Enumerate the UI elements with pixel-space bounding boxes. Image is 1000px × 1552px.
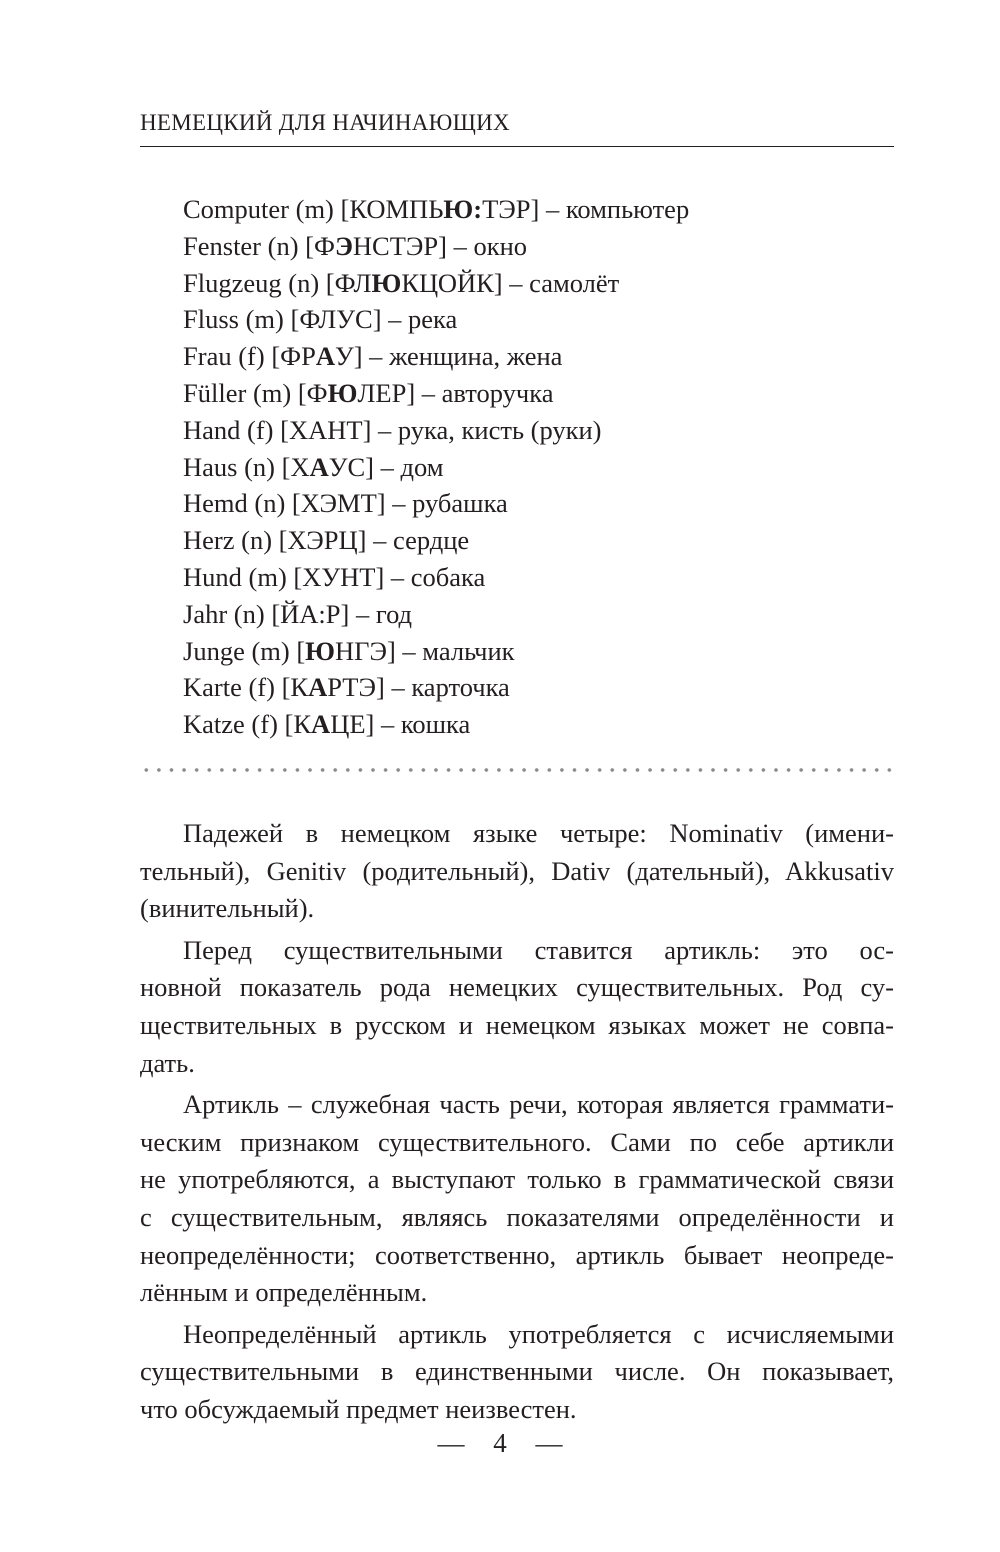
body-text: [140, 815, 894, 1433]
german-word: Hund: [183, 561, 242, 592]
stressed-syllable: А: [311, 709, 331, 740]
vocabulary-entry: Computer (m) [КОМПЬЮ:ТЭР] – компьютер: [183, 194, 690, 224]
transcription: ЙА:Р: [280, 598, 341, 629]
transcription: РТЭ: [327, 672, 376, 703]
transcription: К: [293, 709, 312, 740]
german-word: Junge: [183, 635, 245, 666]
vocabulary-entry: Frau (f) [ФРАУ] – женщина, жена: [183, 341, 563, 372]
transcription: ХЭМТ: [300, 488, 377, 519]
vocabulary-entry: Jahr (n) [ЙА:Р] – год: [183, 598, 413, 629]
translation: окно: [473, 230, 528, 261]
vocabulary-entry: Flugzeug (n) [ФЛЮКЦОЙК] – самолёт: [183, 267, 620, 298]
text-line: Падежей в немецком языке четыре: Nominativ (имени-: [183, 818, 894, 848]
text-line: (винительный).: [140, 893, 315, 924]
text-line: существительными в единственными числе. Он показывает,: [140, 1356, 894, 1387]
transcription: У: [334, 341, 354, 372]
gender-marker: (n): [241, 525, 273, 556]
translation: река: [408, 304, 458, 335]
transcription: ЛЕР: [357, 377, 407, 408]
german-word: Haus: [183, 451, 238, 482]
gender-marker: (m): [295, 194, 334, 224]
german-word: Fenster: [183, 230, 262, 261]
transcription: ФР: [280, 341, 316, 372]
vocabulary-entry: Fenster (n) [ФЭНСТЭР] – окно: [183, 230, 528, 261]
text-line: дать.: [140, 1047, 195, 1078]
gender-marker: (n): [244, 451, 275, 482]
translation: рубашка: [412, 488, 508, 519]
transcription: ТЭР: [482, 194, 531, 224]
translation: карточка: [411, 672, 510, 703]
translation: самолёт: [529, 267, 620, 298]
translation: рука, кисть (руки): [397, 414, 602, 445]
translation: собака: [410, 561, 486, 592]
translation: мальчик: [422, 635, 515, 666]
gender-marker: (m): [248, 561, 287, 592]
gender-marker: (m): [245, 304, 284, 335]
stressed-syllable: А: [315, 341, 335, 372]
text-line: новной показатель рода немецких существительных. Род су-: [140, 972, 894, 1003]
transcription: КОМПЬ: [349, 194, 444, 224]
gender-marker: (f): [247, 414, 274, 445]
stressed-syllable: А: [308, 672, 328, 703]
page-number: — 4 —: [437, 1428, 563, 1458]
stressed-syllable: А: [309, 451, 329, 482]
transcription: К: [290, 672, 309, 703]
header-rule: [140, 146, 894, 147]
transcription: ФЛ: [334, 267, 372, 298]
stressed-syllable: Ю: [327, 377, 358, 408]
text-line: тельный), Genitiv (родительный), Dativ (дательный), Akkusativ: [140, 855, 894, 886]
vocabulary-entry: Fluss (m) [ФЛУС] – река: [183, 304, 458, 335]
vocabulary-entry: Katze (f) [КАЦЕ] – кошка: [183, 709, 471, 740]
vocabulary-entry: Haus (n) [ХАУС] – дом: [183, 451, 444, 482]
transcription: Ф: [306, 377, 328, 408]
gender-marker: (n): [267, 230, 299, 261]
paragraph: [140, 1086, 894, 1312]
transcription: ХУНТ: [302, 561, 376, 592]
german-word: Fluss: [183, 304, 239, 335]
text-line: Неопределённый артикль употребляется с исчисляемыми: [183, 1318, 894, 1349]
text-line: что обсуждаемый предмет неизвестен.: [140, 1393, 577, 1424]
german-word: Computer: [183, 194, 289, 224]
gender-marker: (f): [248, 672, 275, 703]
vocabulary-entry: Hand (f) [ХАНТ] – рука, кисть (руки): [183, 414, 602, 445]
vocabulary-entry: Hemd (n) [ХЭМТ] – рубашка: [183, 488, 508, 519]
running-header: НЕМЕЦКИЙ ДЛЯ НАЧИНАЮЩИХ: [140, 110, 510, 135]
transcription: КЦОЙК: [401, 267, 494, 298]
gender-marker: (m): [251, 635, 290, 666]
text-line: лённым и определённым.: [140, 1277, 428, 1308]
german-word: Hemd: [183, 488, 248, 519]
stressed-syllable: Ю:: [443, 194, 483, 224]
gender-marker: (f): [251, 709, 278, 740]
transcription: Х: [290, 451, 310, 482]
vocabulary-entry: Füller (m) [ФЮЛЕР] – авторучка: [183, 377, 554, 408]
paragraph: [140, 1316, 894, 1429]
gender-marker: (f): [238, 341, 265, 372]
stressed-syllable: Э: [334, 230, 353, 261]
german-word: Frau: [183, 341, 232, 372]
text-line: Артикль – служебная часть речи, которая является граммати-: [183, 1089, 894, 1120]
translation: сердце: [392, 525, 470, 556]
translation: компьютер: [565, 194, 690, 224]
paragraph: [140, 815, 894, 928]
gender-marker: (n): [254, 488, 286, 519]
german-word: Hand: [183, 414, 241, 445]
transcription: Ф: [314, 230, 335, 261]
vocabulary-list: [183, 191, 689, 743]
vocabulary-entry: Junge (m) [ЮНГЭ] – мальчик: [183, 635, 515, 666]
text-line: неопределённости; соответственно, артикль бывает неопреде-: [140, 1239, 894, 1270]
stressed-syllable: Ю: [305, 635, 336, 666]
gender-marker: (m): [252, 377, 292, 408]
transcription: НГЭ: [335, 635, 387, 666]
text-line: ческим признаком существительного. Сами по себе артикли: [140, 1126, 894, 1157]
german-word: Jahr: [183, 598, 228, 629]
german-word: Füller: [183, 377, 247, 408]
paragraph: [140, 932, 894, 1082]
transcription: НСТЭР: [352, 230, 439, 261]
translation: год: [375, 598, 413, 629]
text-line: не употребляются, а выступают только в грамматической связи: [140, 1164, 894, 1195]
translation: кошка: [400, 709, 471, 740]
transcription: УС: [328, 451, 366, 482]
german-word: Katze: [183, 709, 245, 740]
dotted-separator: [140, 766, 896, 774]
gender-marker: (n): [288, 267, 320, 298]
gender-marker: (n): [233, 598, 265, 629]
translation: дом: [400, 451, 444, 482]
transcription: ЦЕ: [330, 709, 366, 740]
vocabulary-entry: Karte (f) [КАРТЭ] – карточка: [183, 672, 510, 703]
german-word: Karte: [183, 672, 242, 703]
text-line: ществительных в русском и немецком языках может не совпа-: [140, 1009, 894, 1040]
vocabulary-entry: Hund (m) [ХУНТ] – собака: [183, 561, 486, 592]
text-line: с существительным, являясь показателями определённости и: [140, 1201, 894, 1232]
stressed-syllable: Ю: [371, 267, 402, 298]
translation: женщина, жена: [389, 341, 563, 372]
transcription: ХЭРЦ: [287, 525, 358, 556]
text-line: Перед существительными ставится артикль: это ос-: [183, 934, 894, 965]
transcription: ФЛУС: [299, 304, 373, 335]
transcription: ХАНТ: [288, 414, 363, 445]
vocabulary-entry: Herz (n) [ХЭРЦ] – сердце: [183, 525, 470, 556]
translation: авторучка: [441, 377, 554, 408]
german-word: Flugzeug: [183, 267, 282, 298]
german-word: Herz: [183, 525, 235, 556]
